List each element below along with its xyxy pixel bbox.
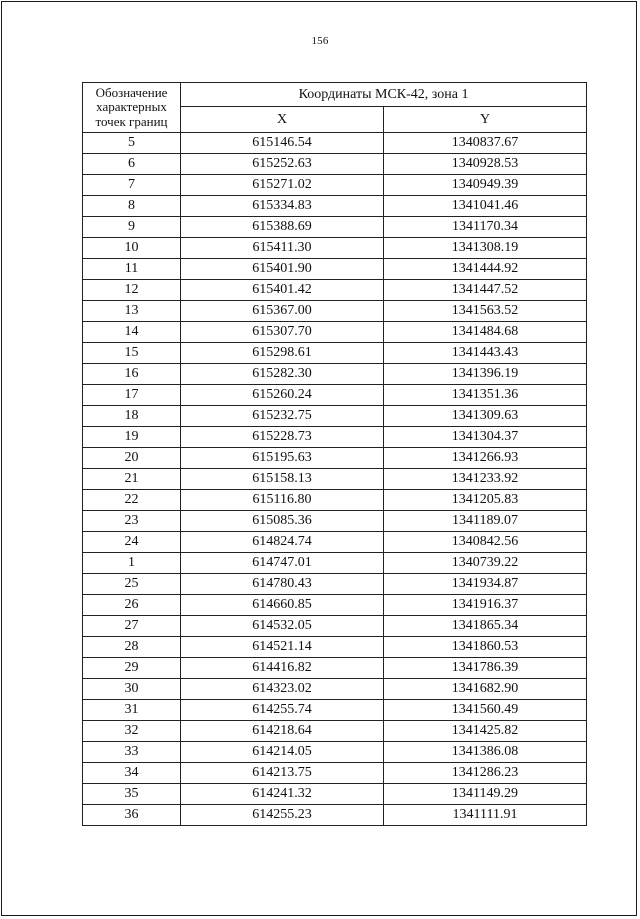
table-row [83,427,587,448]
point-number-cell: 1 [83,553,181,574]
point-number-cell: 12 [83,280,181,301]
x-coordinate-cell: 615116.80 [181,490,384,511]
x-coordinate-cell: 615228.73 [181,427,384,448]
x-coordinate-cell: 615271.02 [181,175,384,196]
y-coordinate-cell: 1341396.19 [384,364,587,385]
y-coordinate-cell: 1341916.37 [384,595,587,616]
header-row-group [83,83,587,107]
x-coordinate-cell: 614660.85 [181,595,384,616]
y-coordinate-cell: 1341447.52 [384,280,587,301]
table-row [83,175,587,196]
point-number-cell: 28 [83,637,181,658]
x-coordinate-cell: 614747.01 [181,553,384,574]
y-coordinate-cell: 1340949.39 [384,175,587,196]
point-number-cell: 32 [83,721,181,742]
point-number-cell: 14 [83,322,181,343]
table-row [83,490,587,511]
x-coordinate-cell: 614255.74 [181,700,384,721]
point-column-header: Обозначение характерных точек границ [83,83,181,133]
x-coordinate-cell: 615085.36 [181,511,384,532]
point-number-cell: 33 [83,742,181,763]
x-coordinate-cell: 615334.83 [181,196,384,217]
table-row [83,637,587,658]
x-coordinate-cell: 614780.43 [181,574,384,595]
y-coordinate-cell: 1341170.34 [384,217,587,238]
table-row [83,196,587,217]
y-coordinate-cell: 1341484.68 [384,322,587,343]
table-row [83,658,587,679]
y-coordinate-cell: 1341443.43 [384,343,587,364]
point-number-cell: 22 [83,490,181,511]
y-coordinate-cell: 1341786.39 [384,658,587,679]
table-row [83,574,587,595]
table-row [83,511,587,532]
table-row [83,721,587,742]
x-coordinate-cell: 614213.75 [181,763,384,784]
y-coordinate-cell: 1341386.08 [384,742,587,763]
x-coordinate-cell: 614521.14 [181,637,384,658]
x-coordinate-cell: 615195.63 [181,448,384,469]
point-number-cell: 26 [83,595,181,616]
table-row [83,154,587,175]
y-coordinate-cell: 1341041.46 [384,196,587,217]
table-row [83,448,587,469]
page-number: 156 [311,35,329,47]
point-number-cell: 18 [83,406,181,427]
point-number-cell: 15 [83,343,181,364]
y-coordinate-cell: 1341560.49 [384,700,587,721]
point-number-cell: 16 [83,364,181,385]
point-number-cell: 5 [83,133,181,154]
point-number-cell: 31 [83,700,181,721]
table-row [83,784,587,805]
point-number-cell: 9 [83,217,181,238]
table-row [83,343,587,364]
point-number-cell: 13 [83,301,181,322]
table-row [83,406,587,427]
coordinates-group-header: Координаты МСК-42, зона 1 [181,83,587,107]
y-coordinate-cell: 1341682.90 [384,679,587,700]
table-row [83,259,587,280]
y-coordinate-cell: 1340928.53 [384,154,587,175]
x-coordinate-cell: 615411.30 [181,238,384,259]
y-coordinate-cell: 1341351.36 [384,385,587,406]
table-row [83,805,587,826]
table-row [83,532,587,553]
x-coordinate-cell: 614416.82 [181,658,384,679]
x-coordinate-cell: 615367.00 [181,301,384,322]
point-number-cell: 29 [83,658,181,679]
table-row [83,133,587,154]
x-coordinate-cell: 614214.05 [181,742,384,763]
x-coordinate-cell: 615282.30 [181,364,384,385]
point-number-cell: 35 [83,784,181,805]
x-coordinate-cell: 615232.75 [181,406,384,427]
y-coordinate-cell: 1341563.52 [384,301,587,322]
point-number-cell: 17 [83,385,181,406]
y-coordinate-cell: 1341865.34 [384,616,587,637]
x-coordinate-cell: 615298.61 [181,343,384,364]
table-row [83,700,587,721]
point-number-cell: 30 [83,679,181,700]
point-number-cell: 27 [83,616,181,637]
x-coordinate-cell: 614241.32 [181,784,384,805]
point-number-cell: 23 [83,511,181,532]
y-coordinate-cell: 1341233.92 [384,469,587,490]
y-coordinate-cell: 1340837.67 [384,133,587,154]
table-row [83,616,587,637]
table-row [83,217,587,238]
point-number-cell: 8 [83,196,181,217]
point-number-cell: 19 [83,427,181,448]
y-coordinate-cell: 1340739.22 [384,553,587,574]
x-coordinate-cell: 615388.69 [181,217,384,238]
point-number-cell: 21 [83,469,181,490]
x-coordinate-cell: 615252.63 [181,154,384,175]
table-row [83,469,587,490]
table-row [83,364,587,385]
table-row [83,322,587,343]
point-number-cell: 10 [83,238,181,259]
table-row [83,742,587,763]
point-number-cell: 11 [83,259,181,280]
x-column-header: X [181,107,384,133]
x-coordinate-cell: 614824.74 [181,532,384,553]
table-row [83,553,587,574]
y-coordinate-cell: 1341111.91 [384,805,587,826]
y-coordinate-cell: 1341860.53 [384,637,587,658]
y-column-header: Y [384,107,587,133]
table-body [83,133,587,826]
point-number-cell: 36 [83,805,181,826]
x-coordinate-cell: 614255.23 [181,805,384,826]
table-row [83,301,587,322]
table-row [83,280,587,301]
y-coordinate-cell: 1341189.07 [384,511,587,532]
point-number-cell: 7 [83,175,181,196]
table-row [83,679,587,700]
y-coordinate-cell: 1341444.92 [384,259,587,280]
x-coordinate-cell: 615401.90 [181,259,384,280]
table-row [83,238,587,259]
x-coordinate-cell: 615158.13 [181,469,384,490]
y-coordinate-cell: 1341304.37 [384,427,587,448]
x-coordinate-cell: 615307.70 [181,322,384,343]
x-coordinate-cell: 615146.54 [181,133,384,154]
x-coordinate-cell: 614532.05 [181,616,384,637]
point-number-cell: 34 [83,763,181,784]
point-number-cell: 6 [83,154,181,175]
y-coordinate-cell: 1341266.93 [384,448,587,469]
y-coordinate-cell: 1340842.56 [384,532,587,553]
coordinates-table [82,82,587,826]
y-coordinate-cell: 1341205.83 [384,490,587,511]
x-coordinate-cell: 615401.42 [181,280,384,301]
point-number-cell: 20 [83,448,181,469]
y-coordinate-cell: 1341149.29 [384,784,587,805]
table-row [83,385,587,406]
y-coordinate-cell: 1341309.63 [384,406,587,427]
x-coordinate-cell: 614323.02 [181,679,384,700]
y-coordinate-cell: 1341308.19 [384,238,587,259]
y-coordinate-cell: 1341286.23 [384,763,587,784]
y-coordinate-cell: 1341934.87 [384,574,587,595]
table-header [83,83,587,133]
table-row [83,763,587,784]
x-coordinate-cell: 614218.64 [181,721,384,742]
y-coordinate-cell: 1341425.82 [384,721,587,742]
point-number-cell: 25 [83,574,181,595]
x-coordinate-cell: 615260.24 [181,385,384,406]
table-row [83,595,587,616]
point-number-cell: 24 [83,532,181,553]
